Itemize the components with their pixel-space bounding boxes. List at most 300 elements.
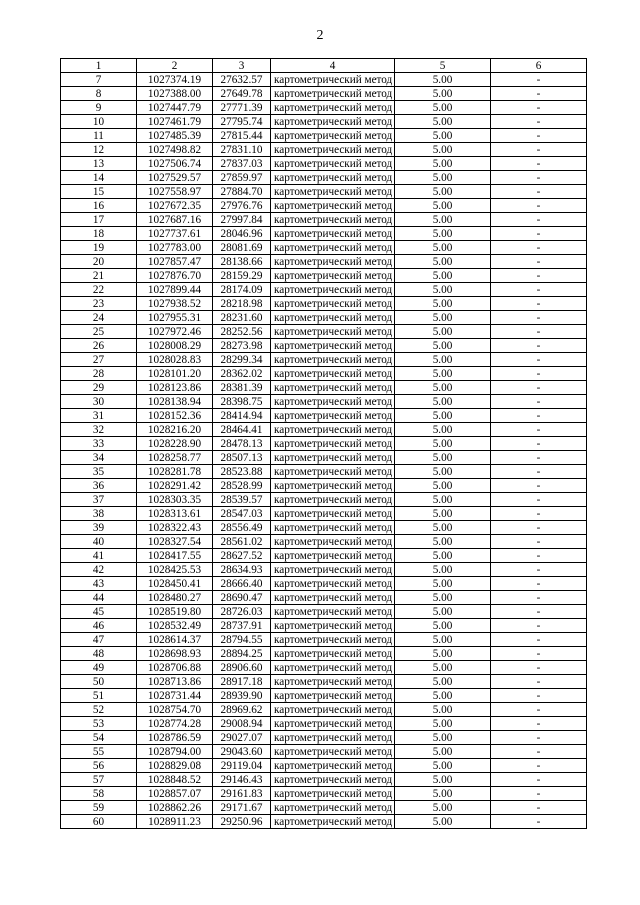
table-row (61, 619, 587, 633)
point-number-cell: 14 (61, 171, 137, 185)
table-row (61, 339, 587, 353)
x-coordinate-cell: 1027672.35 (137, 199, 213, 213)
table-row (61, 605, 587, 619)
point-number-cell: 15 (61, 185, 137, 199)
method-cell: картометрический метод (271, 423, 395, 437)
dash-cell: - (491, 647, 587, 661)
precision-cell: 5.00 (395, 535, 491, 549)
y-coordinate-cell: 27837.03 (213, 157, 271, 171)
point-number-cell: 38 (61, 507, 137, 521)
x-coordinate-cell: 1028258.77 (137, 451, 213, 465)
dash-cell: - (491, 577, 587, 591)
y-coordinate-cell: 28507.13 (213, 451, 271, 465)
table-row (61, 395, 587, 409)
precision-cell: 5.00 (395, 815, 491, 829)
x-coordinate-cell: 1027972.46 (137, 325, 213, 339)
x-coordinate-cell: 1028794.00 (137, 745, 213, 759)
column-header: 3 (213, 59, 271, 73)
point-number-cell: 51 (61, 689, 137, 703)
table-row (61, 465, 587, 479)
x-coordinate-cell: 1027558.97 (137, 185, 213, 199)
dash-cell: - (491, 353, 587, 367)
method-cell: картометрический метод (271, 367, 395, 381)
precision-cell: 5.00 (395, 157, 491, 171)
dash-cell: - (491, 521, 587, 535)
x-coordinate-cell: 1027955.31 (137, 311, 213, 325)
table-row (61, 689, 587, 703)
point-number-cell: 26 (61, 339, 137, 353)
dash-cell: - (491, 507, 587, 521)
point-number-cell: 10 (61, 115, 137, 129)
dash-cell: - (491, 227, 587, 241)
x-coordinate-cell: 1028911.23 (137, 815, 213, 829)
method-cell: картометрический метод (271, 101, 395, 115)
dash-cell: - (491, 129, 587, 143)
table-row (61, 171, 587, 185)
y-coordinate-cell: 28634.93 (213, 563, 271, 577)
point-number-cell: 30 (61, 395, 137, 409)
page-number: 2 (316, 28, 324, 43)
point-number-cell: 47 (61, 633, 137, 647)
dash-cell: - (491, 815, 587, 829)
precision-cell: 5.00 (395, 353, 491, 367)
precision-cell: 5.00 (395, 605, 491, 619)
table-row (61, 661, 587, 675)
table-row (61, 199, 587, 213)
x-coordinate-cell: 1028829.08 (137, 759, 213, 773)
table-row (61, 493, 587, 507)
dash-cell: - (491, 409, 587, 423)
precision-cell: 5.00 (395, 619, 491, 633)
method-cell: картометрический метод (271, 591, 395, 605)
point-number-cell: 54 (61, 731, 137, 745)
point-number-cell: 55 (61, 745, 137, 759)
precision-cell: 5.00 (395, 143, 491, 157)
precision-cell: 5.00 (395, 227, 491, 241)
x-coordinate-cell: 1028480.27 (137, 591, 213, 605)
dash-cell: - (491, 73, 587, 87)
dash-cell: - (491, 157, 587, 171)
precision-cell: 5.00 (395, 437, 491, 451)
precision-cell: 5.00 (395, 87, 491, 101)
point-number-cell: 40 (61, 535, 137, 549)
y-coordinate-cell: 28556.49 (213, 521, 271, 535)
column-header: 1 (61, 59, 137, 73)
x-coordinate-cell: 1028754.70 (137, 703, 213, 717)
point-number-cell: 34 (61, 451, 137, 465)
table-row (61, 745, 587, 759)
point-number-cell: 13 (61, 157, 137, 171)
point-number-cell: 39 (61, 521, 137, 535)
y-coordinate-cell: 28478.13 (213, 437, 271, 451)
table-row (61, 353, 587, 367)
table-row (61, 563, 587, 577)
method-cell: картометрический метод (271, 339, 395, 353)
method-cell: картометрический метод (271, 465, 395, 479)
y-coordinate-cell: 28398.75 (213, 395, 271, 409)
precision-cell: 5.00 (395, 185, 491, 199)
dash-cell: - (491, 801, 587, 815)
precision-cell: 5.00 (395, 269, 491, 283)
y-coordinate-cell: 29161.83 (213, 787, 271, 801)
dash-cell: - (491, 101, 587, 115)
x-coordinate-cell: 1027461.79 (137, 115, 213, 129)
precision-cell: 5.00 (395, 563, 491, 577)
point-number-cell: 22 (61, 283, 137, 297)
precision-cell: 5.00 (395, 171, 491, 185)
dash-cell: - (491, 535, 587, 549)
y-coordinate-cell: 29250.96 (213, 815, 271, 829)
y-coordinate-cell: 28138.66 (213, 255, 271, 269)
table-row (61, 297, 587, 311)
method-cell: картометрический метод (271, 115, 395, 129)
y-coordinate-cell: 28381.39 (213, 381, 271, 395)
dash-cell: - (491, 367, 587, 381)
method-cell: картометрический метод (271, 171, 395, 185)
precision-cell: 5.00 (395, 577, 491, 591)
method-cell: картометрический метод (271, 437, 395, 451)
x-coordinate-cell: 1027506.74 (137, 157, 213, 171)
dash-cell: - (491, 493, 587, 507)
y-coordinate-cell: 28299.34 (213, 353, 271, 367)
y-coordinate-cell: 29008.94 (213, 717, 271, 731)
x-coordinate-cell: 1028731.44 (137, 689, 213, 703)
point-number-cell: 23 (61, 297, 137, 311)
table-row (61, 437, 587, 451)
precision-cell: 5.00 (395, 773, 491, 787)
point-number-cell: 59 (61, 801, 137, 815)
point-number-cell: 9 (61, 101, 137, 115)
method-cell: картометрический метод (271, 745, 395, 759)
table-row (61, 507, 587, 521)
precision-cell: 5.00 (395, 521, 491, 535)
table-row (61, 381, 587, 395)
dash-cell: - (491, 283, 587, 297)
y-coordinate-cell: 28081.69 (213, 241, 271, 255)
y-coordinate-cell: 28174.09 (213, 283, 271, 297)
dash-cell: - (491, 451, 587, 465)
y-coordinate-cell: 29171.67 (213, 801, 271, 815)
point-number-cell: 36 (61, 479, 137, 493)
precision-cell: 5.00 (395, 507, 491, 521)
y-coordinate-cell: 27831.10 (213, 143, 271, 157)
table-row (61, 535, 587, 549)
dash-cell: - (491, 717, 587, 731)
y-coordinate-cell: 27632.57 (213, 73, 271, 87)
x-coordinate-cell: 1028313.61 (137, 507, 213, 521)
precision-cell: 5.00 (395, 367, 491, 381)
precision-cell: 5.00 (395, 731, 491, 745)
method-cell: картометрический метод (271, 521, 395, 535)
dash-cell: - (491, 381, 587, 395)
method-cell: картометрический метод (271, 143, 395, 157)
y-coordinate-cell: 27859.97 (213, 171, 271, 185)
method-cell: картометрический метод (271, 157, 395, 171)
method-cell: картометрический метод (271, 129, 395, 143)
point-number-cell: 19 (61, 241, 137, 255)
x-coordinate-cell: 1028425.53 (137, 563, 213, 577)
precision-cell: 5.00 (395, 801, 491, 815)
method-cell: картометрический метод (271, 703, 395, 717)
x-coordinate-cell: 1027687.16 (137, 213, 213, 227)
dash-cell: - (491, 395, 587, 409)
x-coordinate-cell: 1028532.49 (137, 619, 213, 633)
x-coordinate-cell: 1028291.42 (137, 479, 213, 493)
point-number-cell: 20 (61, 255, 137, 269)
dash-cell: - (491, 423, 587, 437)
dash-cell: - (491, 437, 587, 451)
x-coordinate-cell: 1028008.29 (137, 339, 213, 353)
method-cell: картометрический метод (271, 73, 395, 87)
table-row (61, 157, 587, 171)
method-cell: картометрический метод (271, 213, 395, 227)
dash-cell: - (491, 465, 587, 479)
table-row (61, 759, 587, 773)
table-row (61, 241, 587, 255)
precision-cell: 5.00 (395, 703, 491, 717)
table-row (61, 647, 587, 661)
x-coordinate-cell: 1028713.86 (137, 675, 213, 689)
point-number-cell: 12 (61, 143, 137, 157)
y-coordinate-cell: 28737.91 (213, 619, 271, 633)
point-number-cell: 27 (61, 353, 137, 367)
y-coordinate-cell: 27815.44 (213, 129, 271, 143)
method-cell: картометрический метод (271, 283, 395, 297)
precision-cell: 5.00 (395, 129, 491, 143)
x-coordinate-cell: 1028848.52 (137, 773, 213, 787)
table-row (61, 703, 587, 717)
method-cell: картометрический метод (271, 605, 395, 619)
dash-cell: - (491, 745, 587, 759)
method-cell: картометрический метод (271, 451, 395, 465)
x-coordinate-cell: 1027388.00 (137, 87, 213, 101)
y-coordinate-cell: 28273.98 (213, 339, 271, 353)
table-row (61, 773, 587, 787)
method-cell: картометрический метод (271, 689, 395, 703)
y-coordinate-cell: 28666.40 (213, 577, 271, 591)
table-row (61, 87, 587, 101)
method-cell: картометрический метод (271, 87, 395, 101)
dash-cell: - (491, 269, 587, 283)
dash-cell: - (491, 185, 587, 199)
precision-cell: 5.00 (395, 493, 491, 507)
point-number-cell: 44 (61, 591, 137, 605)
table-row (61, 717, 587, 731)
table-row (61, 73, 587, 87)
point-number-cell: 31 (61, 409, 137, 423)
y-coordinate-cell: 28561.02 (213, 535, 271, 549)
method-cell: картометрический метод (271, 717, 395, 731)
y-coordinate-cell: 28528.99 (213, 479, 271, 493)
precision-cell: 5.00 (395, 115, 491, 129)
precision-cell: 5.00 (395, 661, 491, 675)
precision-cell: 5.00 (395, 787, 491, 801)
column-header: 2 (137, 59, 213, 73)
point-number-cell: 7 (61, 73, 137, 87)
dash-cell: - (491, 87, 587, 101)
x-coordinate-cell: 1028857.07 (137, 787, 213, 801)
table-row (61, 143, 587, 157)
dash-cell: - (491, 213, 587, 227)
y-coordinate-cell: 28547.03 (213, 507, 271, 521)
precision-cell: 5.00 (395, 381, 491, 395)
table-row (61, 549, 587, 563)
table-row (61, 591, 587, 605)
table-row (61, 815, 587, 829)
table-row (61, 451, 587, 465)
point-number-cell: 32 (61, 423, 137, 437)
dash-cell: - (491, 591, 587, 605)
method-cell: картометрический метод (271, 731, 395, 745)
dash-cell: - (491, 143, 587, 157)
dash-cell: - (491, 619, 587, 633)
point-number-cell: 18 (61, 227, 137, 241)
method-cell: картометрический метод (271, 409, 395, 423)
x-coordinate-cell: 1028028.83 (137, 353, 213, 367)
point-number-cell: 43 (61, 577, 137, 591)
x-coordinate-cell: 1027374.19 (137, 73, 213, 87)
x-coordinate-cell: 1028123.86 (137, 381, 213, 395)
precision-cell: 5.00 (395, 325, 491, 339)
point-number-cell: 24 (61, 311, 137, 325)
y-coordinate-cell: 28231.60 (213, 311, 271, 325)
table-row (61, 521, 587, 535)
point-number-cell: 49 (61, 661, 137, 675)
dash-cell: - (491, 563, 587, 577)
dash-cell: - (491, 703, 587, 717)
y-coordinate-cell: 28523.88 (213, 465, 271, 479)
point-number-cell: 35 (61, 465, 137, 479)
method-cell: картометрический метод (271, 325, 395, 339)
x-coordinate-cell: 1027498.82 (137, 143, 213, 157)
dash-cell: - (491, 255, 587, 269)
method-cell: картометрический метод (271, 353, 395, 367)
y-coordinate-cell: 28969.62 (213, 703, 271, 717)
x-coordinate-cell: 1028101.20 (137, 367, 213, 381)
method-cell: картометрический метод (271, 787, 395, 801)
dash-cell: - (491, 633, 587, 647)
point-number-cell: 58 (61, 787, 137, 801)
y-coordinate-cell: 28159.29 (213, 269, 271, 283)
y-coordinate-cell: 27771.39 (213, 101, 271, 115)
y-coordinate-cell: 27997.84 (213, 213, 271, 227)
y-coordinate-cell: 28362.02 (213, 367, 271, 381)
method-cell: картометрический метод (271, 381, 395, 395)
method-cell: картометрический метод (271, 563, 395, 577)
precision-cell: 5.00 (395, 647, 491, 661)
table-row (61, 675, 587, 689)
y-coordinate-cell: 28894.25 (213, 647, 271, 661)
x-coordinate-cell: 1028862.26 (137, 801, 213, 815)
point-number-cell: 11 (61, 129, 137, 143)
x-coordinate-cell: 1028152.36 (137, 409, 213, 423)
precision-cell: 5.00 (395, 633, 491, 647)
table-row (61, 213, 587, 227)
x-coordinate-cell: 1028450.41 (137, 577, 213, 591)
dash-cell: - (491, 759, 587, 773)
method-cell: картометрический метод (271, 507, 395, 521)
y-coordinate-cell: 28690.47 (213, 591, 271, 605)
point-number-cell: 48 (61, 647, 137, 661)
x-coordinate-cell: 1028417.55 (137, 549, 213, 563)
precision-cell: 5.00 (395, 549, 491, 563)
precision-cell: 5.00 (395, 689, 491, 703)
method-cell: картометрический метод (271, 577, 395, 591)
method-cell: картометрический метод (271, 759, 395, 773)
precision-cell: 5.00 (395, 409, 491, 423)
point-number-cell: 56 (61, 759, 137, 773)
table-row (61, 633, 587, 647)
dash-cell: - (491, 549, 587, 563)
x-coordinate-cell: 1028281.78 (137, 465, 213, 479)
x-coordinate-cell: 1028786.59 (137, 731, 213, 745)
table-row (61, 479, 587, 493)
precision-cell: 5.00 (395, 311, 491, 325)
x-coordinate-cell: 1028774.28 (137, 717, 213, 731)
y-coordinate-cell: 28917.18 (213, 675, 271, 689)
table-row (61, 801, 587, 815)
precision-cell: 5.00 (395, 717, 491, 731)
method-cell: картометрический метод (271, 549, 395, 563)
dash-cell: - (491, 171, 587, 185)
table-row (61, 129, 587, 143)
y-coordinate-cell: 29119.04 (213, 759, 271, 773)
point-number-cell: 52 (61, 703, 137, 717)
point-number-cell: 16 (61, 199, 137, 213)
precision-cell: 5.00 (395, 675, 491, 689)
x-coordinate-cell: 1028327.54 (137, 535, 213, 549)
x-coordinate-cell: 1027876.70 (137, 269, 213, 283)
table-row (61, 577, 587, 591)
dash-cell: - (491, 115, 587, 129)
point-number-cell: 60 (61, 815, 137, 829)
point-number-cell: 41 (61, 549, 137, 563)
y-coordinate-cell: 28414.94 (213, 409, 271, 423)
point-number-cell: 25 (61, 325, 137, 339)
dash-cell: - (491, 297, 587, 311)
y-coordinate-cell: 27976.76 (213, 199, 271, 213)
method-cell: картометрический метод (271, 535, 395, 549)
dash-cell: - (491, 339, 587, 353)
point-number-cell: 50 (61, 675, 137, 689)
x-coordinate-cell: 1027447.79 (137, 101, 213, 115)
table-row (61, 283, 587, 297)
x-coordinate-cell: 1028698.93 (137, 647, 213, 661)
x-coordinate-cell: 1028519.80 (137, 605, 213, 619)
table-row (61, 423, 587, 437)
x-coordinate-cell: 1028228.90 (137, 437, 213, 451)
x-coordinate-cell: 1028706.88 (137, 661, 213, 675)
x-coordinate-cell: 1028303.35 (137, 493, 213, 507)
y-coordinate-cell: 28464.41 (213, 423, 271, 437)
point-number-cell: 17 (61, 213, 137, 227)
method-cell: картометрический метод (271, 227, 395, 241)
point-number-cell: 46 (61, 619, 137, 633)
y-coordinate-cell: 29146.43 (213, 773, 271, 787)
precision-cell: 5.00 (395, 255, 491, 269)
point-number-cell: 8 (61, 87, 137, 101)
method-cell: картометрический метод (271, 269, 395, 283)
y-coordinate-cell: 29043.60 (213, 745, 271, 759)
column-header: 6 (491, 59, 587, 73)
column-header: 5 (395, 59, 491, 73)
method-cell: картометрический метод (271, 395, 395, 409)
method-cell: картометрический метод (271, 241, 395, 255)
method-cell: картометрический метод (271, 647, 395, 661)
dash-cell: - (491, 787, 587, 801)
method-cell: картометрический метод (271, 479, 395, 493)
y-coordinate-cell: 28906.60 (213, 661, 271, 675)
